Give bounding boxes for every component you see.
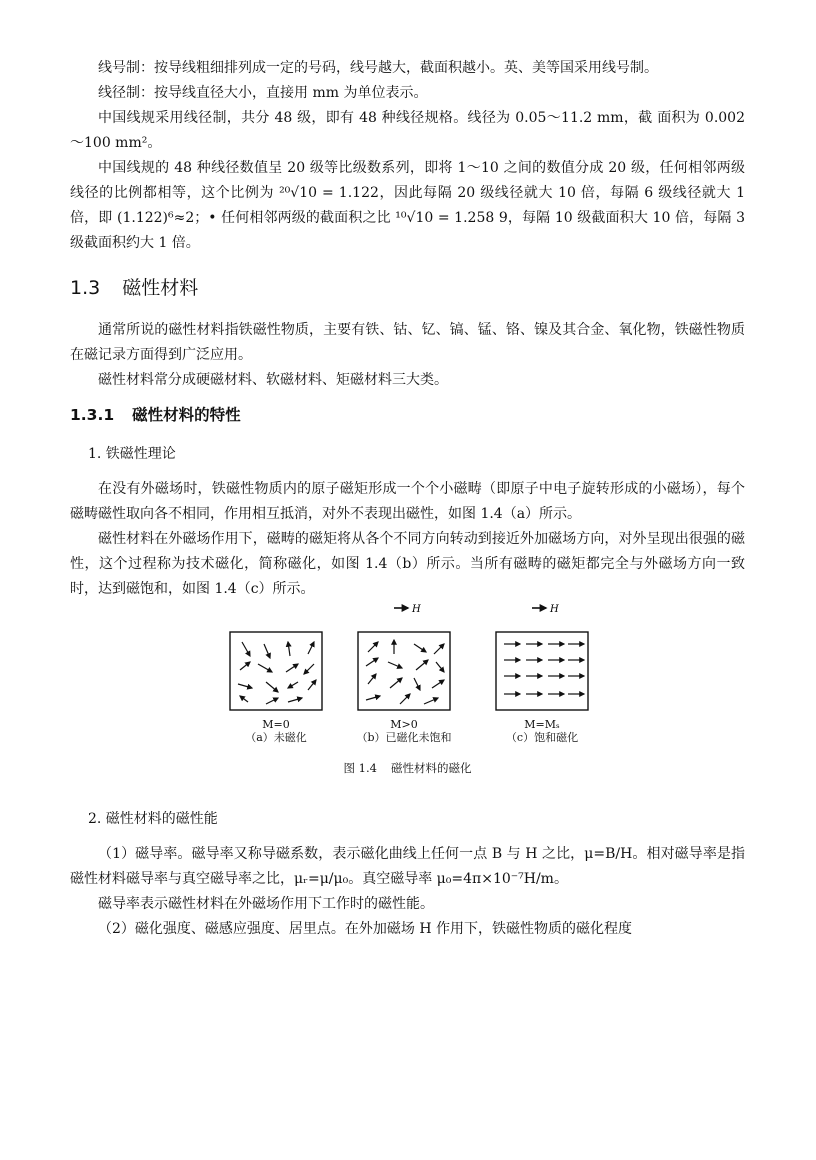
paragraph-wire-diameter-system: 线径制：按导线直径大小，直接用 mm 为单位表示。 xyxy=(98,85,428,101)
figure-panel-b xyxy=(356,600,452,744)
subsection-heading xyxy=(70,401,745,429)
label-m-positive: M>0 xyxy=(390,718,418,731)
paragraph-permeability-meaning: 磁导率表示磁性材料在外磁场作用下工作时的磁性能。 xyxy=(98,896,434,912)
paragraph-material-classes: 磁性材料常分成硬磁材料、软磁材料、矩磁材料三大类。 xyxy=(98,372,448,388)
figure-caption xyxy=(70,758,745,778)
paragraph-wire-number-system: 线号制：按导线粗细排列成一定的号码，线号越大，截面积越小。英、美等国采用线号制。 xyxy=(98,60,658,76)
field-label-b: H xyxy=(412,604,421,615)
item-heading-ferromagnetism: 1. 铁磁性理论 xyxy=(88,446,176,462)
field-label-c: H xyxy=(550,604,559,615)
subsection-title: 磁性材料的特性 xyxy=(132,406,241,424)
paragraph-magnetization-strength: （2）磁化强度、磁感应强度、居里点。在外加磁场 H 作用下，铁磁性物质的磁化程度 xyxy=(98,921,633,937)
paragraph-gauge-series: 中国线规的 48 种线径数值呈 20 级等比级数系列，即将 1～10 之间的数值分成 20 级，任何相邻两级线径的比例都相等，这个比例为 ²⁰√10 = 1.122，因此每隔 20 级线径就大 10 倍，每隔 6 级线径就大 1 倍，即 (1.122)⁶≈2；• 任何相邻两级的截面积之比 ¹⁰√10 = 1.258 9，每隔 10 级截面积大 10 倍，每隔 3 级截面积约大 1 倍。 xyxy=(70,160,745,251)
label-m-zero: M=0 xyxy=(262,718,290,731)
figure-1-4 xyxy=(70,604,745,744)
subsection-number: 1.3.1 xyxy=(70,406,115,424)
caption-panel-b: （b）已磁化未饱和 xyxy=(356,731,452,744)
document-page xyxy=(70,56,745,942)
caption-panel-c: （c）饱和磁化 xyxy=(505,731,579,744)
label-m-saturated: M=Mₛ xyxy=(524,718,560,731)
figure-panel-a xyxy=(228,614,324,744)
section-title: 磁性材料 xyxy=(122,277,199,299)
paragraph-magnetic-materials: 通常所说的磁性材料指铁磁性物质，主要有铁、钴、钇、镐、锰、铬、镍及其合金、氧化物，铁磁性物质在磁记录方面得到广泛应用。 xyxy=(70,322,745,363)
domain-diagram-partial xyxy=(356,600,452,714)
section-number: 1.3 xyxy=(70,277,101,299)
domain-diagram-saturated xyxy=(494,600,590,714)
figure-panel-c xyxy=(494,600,590,744)
paragraph-permeability: （1）磁导率。磁导率又称导磁系数，表示磁化曲线上任何一点 B 与 H 之比，μ=B/H。相对磁导率是指磁性材料磁导率与真空磁导率之比，μᵣ=μ/μ₀。真空磁导率 μ₀=4π×10⁻⁷H/m。 xyxy=(70,846,745,887)
figure-number: 图 1.4 xyxy=(343,761,377,775)
figure-title: 磁性材料的磁化 xyxy=(390,761,472,775)
section-heading xyxy=(70,274,745,302)
caption-panel-a: （a）未磁化 xyxy=(245,731,307,744)
domain-diagram-unmagnetized xyxy=(228,614,324,714)
paragraph-magnetization: 磁性材料在外磁场作用下，磁畴的磁矩将从各个不同方向转动到接近外加磁场方向，对外呈现出很强的磁性，这个过程称为技术磁化，简称磁化，如图 1.4（b）所示。当所有磁畴的磁矩都完全与外磁场方向一致时，达到磁饱和，如图 1.4（c）所示。 xyxy=(70,531,745,597)
paragraph-china-wire-gauge: 中国线规采用线径制，共分 48 级，即有 48 种线径规格。线径为 0.05～11.2 mm，截 面积为 0.002～100 mm²。 xyxy=(70,110,745,151)
item-heading-magnetic-properties: 2. 磁性材料的磁性能 xyxy=(88,811,218,827)
paragraph-domains: 在没有外磁场时，铁磁性物质内的原子磁矩形成一个个小磁畴（即原子中电子旋转形成的小磁场），每个磁畴磁性取向各不相同，作用相互抵消，对外不表现出磁性，如图 1.4（a）所示。 xyxy=(70,481,745,522)
